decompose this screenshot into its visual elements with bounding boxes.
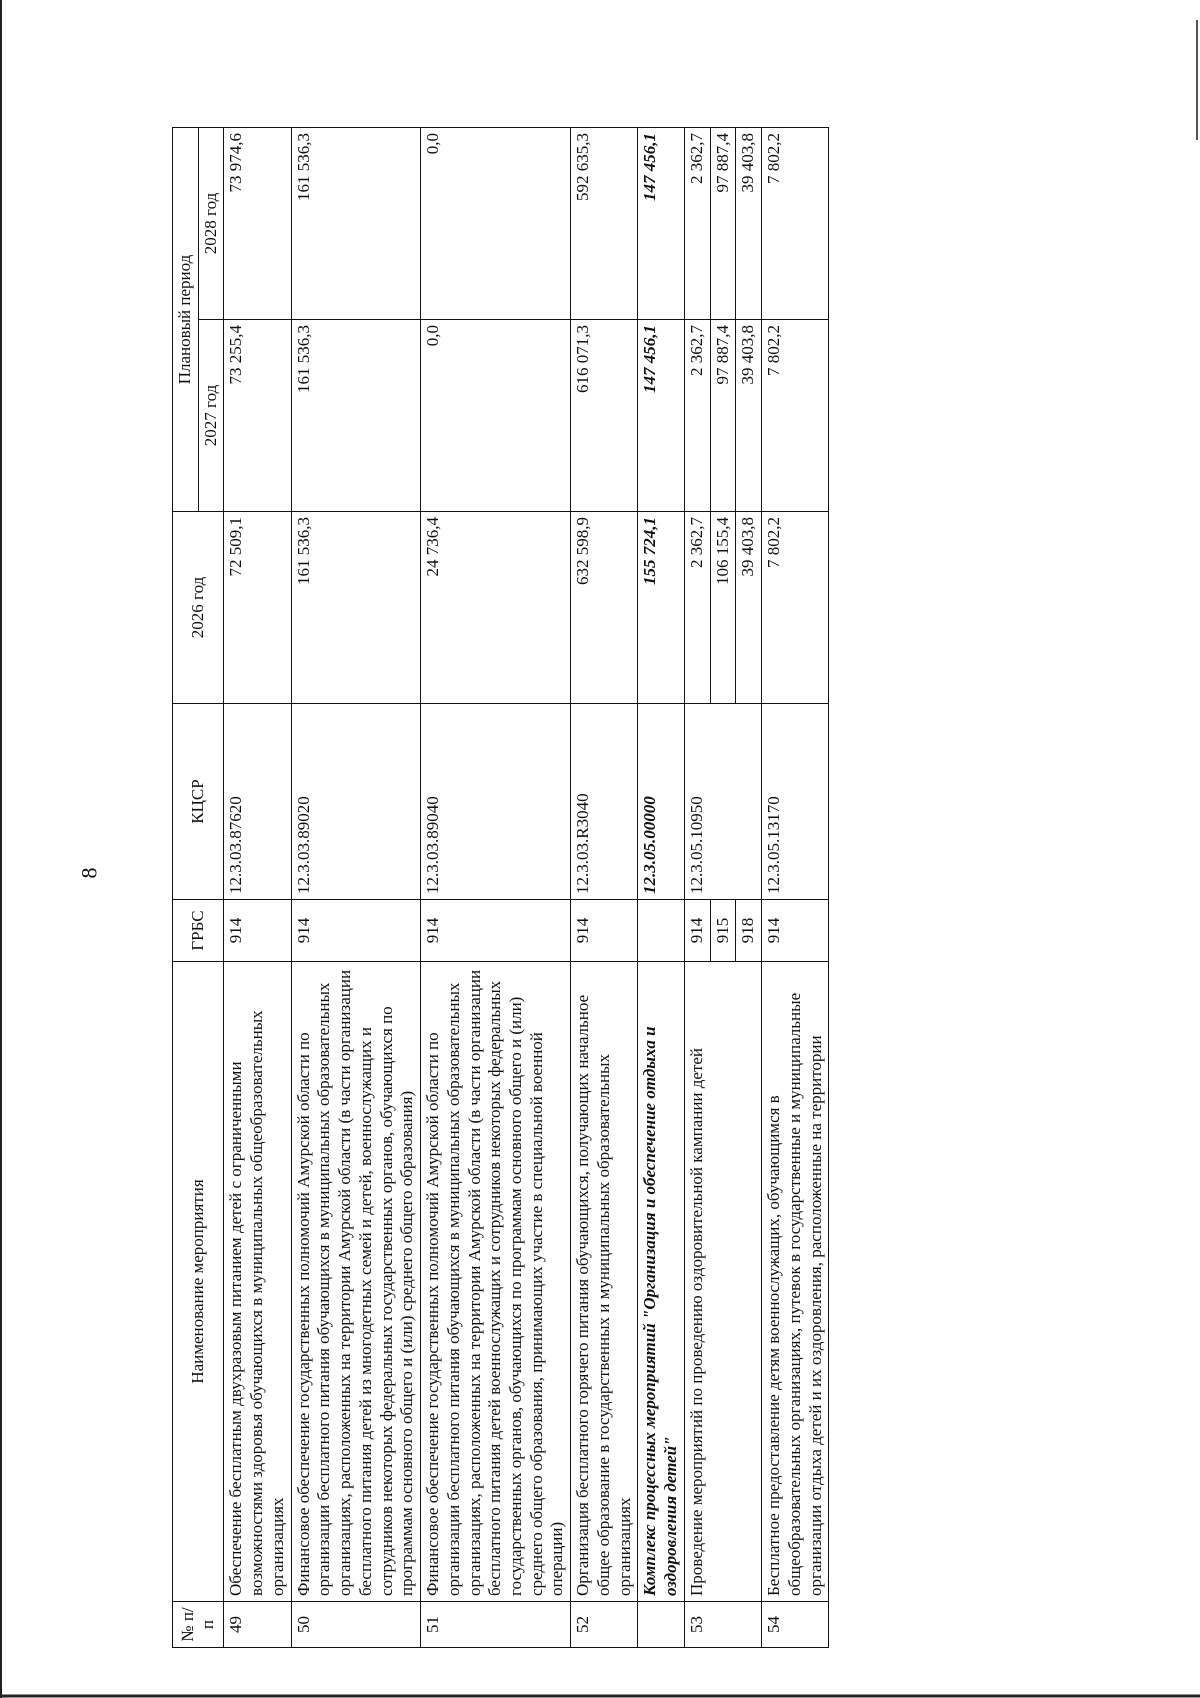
cell-num: 52 (571, 1602, 638, 1648)
cell-2027: 39 403,8 (736, 320, 762, 512)
cell-name: Бесплатное предоставление детям военнослужащих, обучающимся в общеобразовательных организациях, путевок в государственные и муниципальные организации отдыха детей и их оздоровления, расположенные на территории (762, 962, 829, 1602)
cell-2028: 592 635,3 (571, 127, 638, 319)
header-grbs: ГРБС (173, 900, 224, 962)
cell-num: 51 (421, 1602, 571, 1648)
cell-name: Проведение мероприятий по проведению оздоровительной кампании детей (684, 962, 761, 1602)
table-row (571, 127, 638, 1647)
cell-2026: 72 509,1 (224, 512, 291, 704)
cell-2027: 97 887,4 (710, 320, 736, 512)
cell-2026: 632 598,9 (571, 512, 638, 704)
cell-name: Финансовое обеспечение государственных полномочий Амурской области по организации бесплатного питания обучающихся в муниципальных образовательных организациях, расположенных на территории Амурской области (в части организации бесплатного питания детей военнослужащих и сотрудников некоторых федеральных государственных органов, обучающихся по программам основного общего и (или) среднего общего образования, принимающих участие в специальной военной операции) (421, 962, 571, 1602)
header-name: Наименование мероприятия (173, 962, 224, 1602)
header-num: № п/п (173, 1602, 224, 1648)
cell-name: Организация бесплатного горячего питания обучающихся, получающих начальное общее образование в государственных и муниципальных образовательных организациях (571, 962, 638, 1602)
cell-kcsr: 12.3.03.89020 (291, 704, 420, 900)
cell-2026: 2 362,7 (684, 512, 710, 704)
cell-2026: 7 802,2 (762, 512, 829, 704)
cell-2028: 2 362,7 (684, 127, 710, 319)
header-2026: 2026 год (173, 512, 224, 704)
header-2027: 2027 год (198, 320, 224, 512)
cell-grbs: 914 (421, 900, 571, 962)
cell-2026: 161 536,3 (291, 512, 420, 704)
cell-2028: 7 802,2 (762, 127, 829, 319)
complex-2026: 155 724,1 (638, 512, 684, 704)
cell-2027: 161 536,3 (291, 320, 420, 512)
cell-grbs-empty (638, 900, 684, 962)
cell-kcsr: 12.3.03.R3040 (571, 704, 638, 900)
cell-kcsr: 12.3.05.13170 (762, 704, 829, 900)
budget-table (172, 127, 829, 1648)
cell-2028: 161 536,3 (291, 127, 420, 319)
complex-name: Комплекс процессных мероприятий "Организация и обеспечение отдыха и оздоровления детей" (638, 962, 684, 1602)
complex-kcsr: 12.3.05.00000 (638, 704, 684, 900)
cell-kcsr: 12.3.05.10950 (684, 704, 761, 900)
table-row (224, 127, 291, 1647)
cell-grbs: 914 (291, 900, 420, 962)
header-kcsr: КЦСР (173, 704, 224, 900)
cell-grbs: 915 (710, 900, 736, 962)
table-row (762, 127, 829, 1647)
cell-2027: 0,0 (421, 320, 571, 512)
complex-2028: 147 456,1 (638, 127, 684, 319)
cell-name: Обеспечение бесплатным двухразовым питанием детей с ограниченными возможностями здоровья обучающихся в муниципальных общеобразовательных организациях (224, 962, 291, 1602)
cell-num: 50 (291, 1602, 420, 1648)
cell-2026: 106 155,4 (710, 512, 736, 704)
table-row (684, 127, 710, 1647)
cell-2027: 616 071,3 (571, 320, 638, 512)
header-planned: Плановый период (173, 127, 199, 511)
cell-2028: 0,0 (421, 127, 571, 319)
cell-grbs: 914 (224, 900, 291, 962)
complex-2027: 147 456,1 (638, 320, 684, 512)
cell-2026: 39 403,8 (736, 512, 762, 704)
cell-2027: 2 362,7 (684, 320, 710, 512)
cell-kcsr: 12.3.03.87620 (224, 704, 291, 900)
cell-num: 53 (684, 1602, 761, 1648)
cell-2026: 24 736,4 (421, 512, 571, 704)
cell-kcsr: 12.3.03.89040 (421, 704, 571, 900)
cell-num: 49 (224, 1602, 291, 1648)
cell-2027: 73 255,4 (224, 320, 291, 512)
cell-2027: 7 802,2 (762, 320, 829, 512)
page-number: 8 (76, 867, 102, 879)
rotated-table-container (172, 128, 1200, 1648)
cell-grbs: 914 (762, 900, 829, 962)
cell-grbs: 914 (571, 900, 638, 962)
cell-2028: 97 887,4 (710, 127, 736, 319)
cell-num: 54 (762, 1602, 829, 1648)
cell-grbs: 914 (684, 900, 710, 962)
cell-2028: 73 974,6 (224, 127, 291, 319)
table-row (291, 127, 420, 1647)
cell-name: Финансовое обеспечение государственных полномочий Амурской области по организации бесплатного питания обучающихся в муниципальных образовательных организациях, расположенных на территории Амурской области (в части организации бесплатного питания детей из многодетных семей и детей, военнослужащих и сотрудников некоторых федеральных государственных органов, обучающихся по программам основного общего и (или) среднего общего образования) (291, 962, 420, 1602)
header-2028: 2028 год (198, 127, 224, 319)
cell-num-empty (638, 1602, 684, 1648)
table-row (421, 127, 571, 1647)
cell-2028: 39 403,8 (736, 127, 762, 319)
cell-grbs: 918 (736, 900, 762, 962)
complex-row (638, 127, 684, 1647)
header-row (173, 127, 199, 1647)
